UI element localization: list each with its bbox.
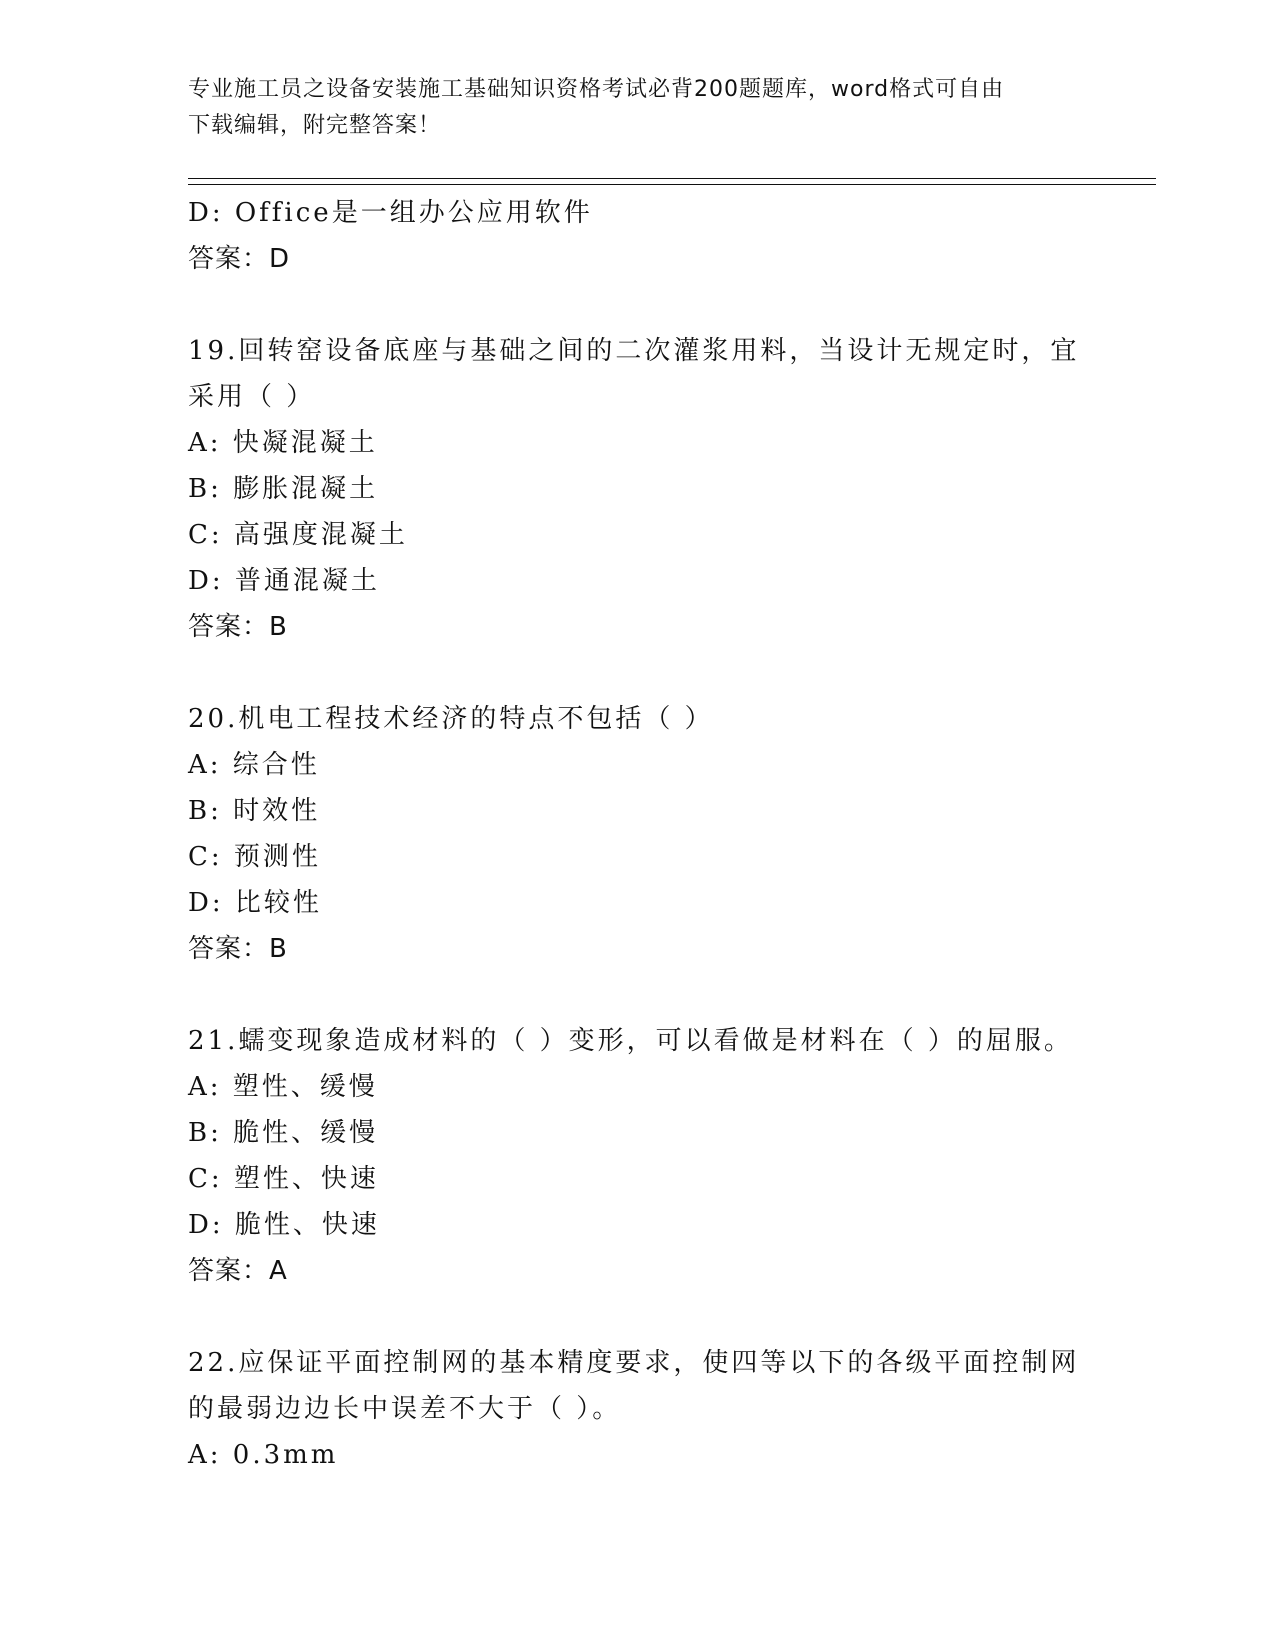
option-b: B: 膨胀混凝土 bbox=[188, 474, 379, 504]
spacer bbox=[188, 282, 1088, 328]
question-21 bbox=[188, 1018, 1088, 1294]
question-stem-continued: 的最弱边边长中误差不大于（ ）。 bbox=[188, 1394, 622, 1424]
option-c: C: 预测性 bbox=[188, 842, 321, 872]
option-c: C: 高强度混凝土 bbox=[188, 520, 408, 550]
option-b: B: 脆性、缓慢 bbox=[188, 1118, 379, 1148]
question-stem: 21.蠕变现象造成材料的（ ）变形，可以看做是材料在（ ）的屈服。 bbox=[188, 1026, 1073, 1056]
question-stem-continued: 采用（ ） bbox=[188, 382, 316, 412]
option-a: A: 0.3mm bbox=[188, 1440, 339, 1470]
header-rule-bottom bbox=[188, 184, 1156, 185]
answer: 答案：B bbox=[188, 934, 288, 964]
spacer bbox=[188, 650, 1088, 696]
option-b: B: 时效性 bbox=[188, 796, 321, 826]
document-body bbox=[188, 190, 1088, 1478]
spacer bbox=[188, 1294, 1088, 1340]
question-stem: 19.回转窑设备底座与基础之间的二次灌浆用料，当设计无规定时，宜 bbox=[188, 336, 1080, 366]
option-d: D: Office是一组办公应用软件 bbox=[188, 198, 593, 228]
header-line-2: 下载编辑，附完整答案！ bbox=[188, 113, 442, 138]
document-header bbox=[188, 72, 1088, 144]
option-a: A: 塑性、缓慢 bbox=[188, 1072, 378, 1102]
option-d: D: 脆性、快速 bbox=[188, 1210, 380, 1240]
header-line-1: 专业施工员之设备安装施工基础知识资格考试必背200题题库，word格式可自由 bbox=[188, 77, 1005, 102]
question-22 bbox=[188, 1340, 1088, 1478]
question-stem: 22.应保证平面控制网的基本精度要求，使四等以下的各级平面控制网 bbox=[188, 1348, 1080, 1378]
answer: 答案：A bbox=[188, 1256, 288, 1286]
option-c: C: 塑性、快速 bbox=[188, 1164, 379, 1194]
question-20 bbox=[188, 696, 1088, 972]
option-a: A: 综合性 bbox=[188, 750, 320, 780]
spacer bbox=[188, 972, 1088, 1018]
option-a: A: 快凝混凝土 bbox=[188, 428, 378, 458]
answer: 答案：D bbox=[188, 244, 291, 274]
question-stem: 20.机电工程技术经济的特点不包括（ ） bbox=[188, 704, 714, 734]
option-d: D: 普通混凝土 bbox=[188, 566, 380, 596]
header-rule-top bbox=[188, 178, 1156, 179]
answer: 答案：B bbox=[188, 612, 288, 642]
option-d: D: 比较性 bbox=[188, 888, 322, 918]
question-19 bbox=[188, 328, 1088, 650]
